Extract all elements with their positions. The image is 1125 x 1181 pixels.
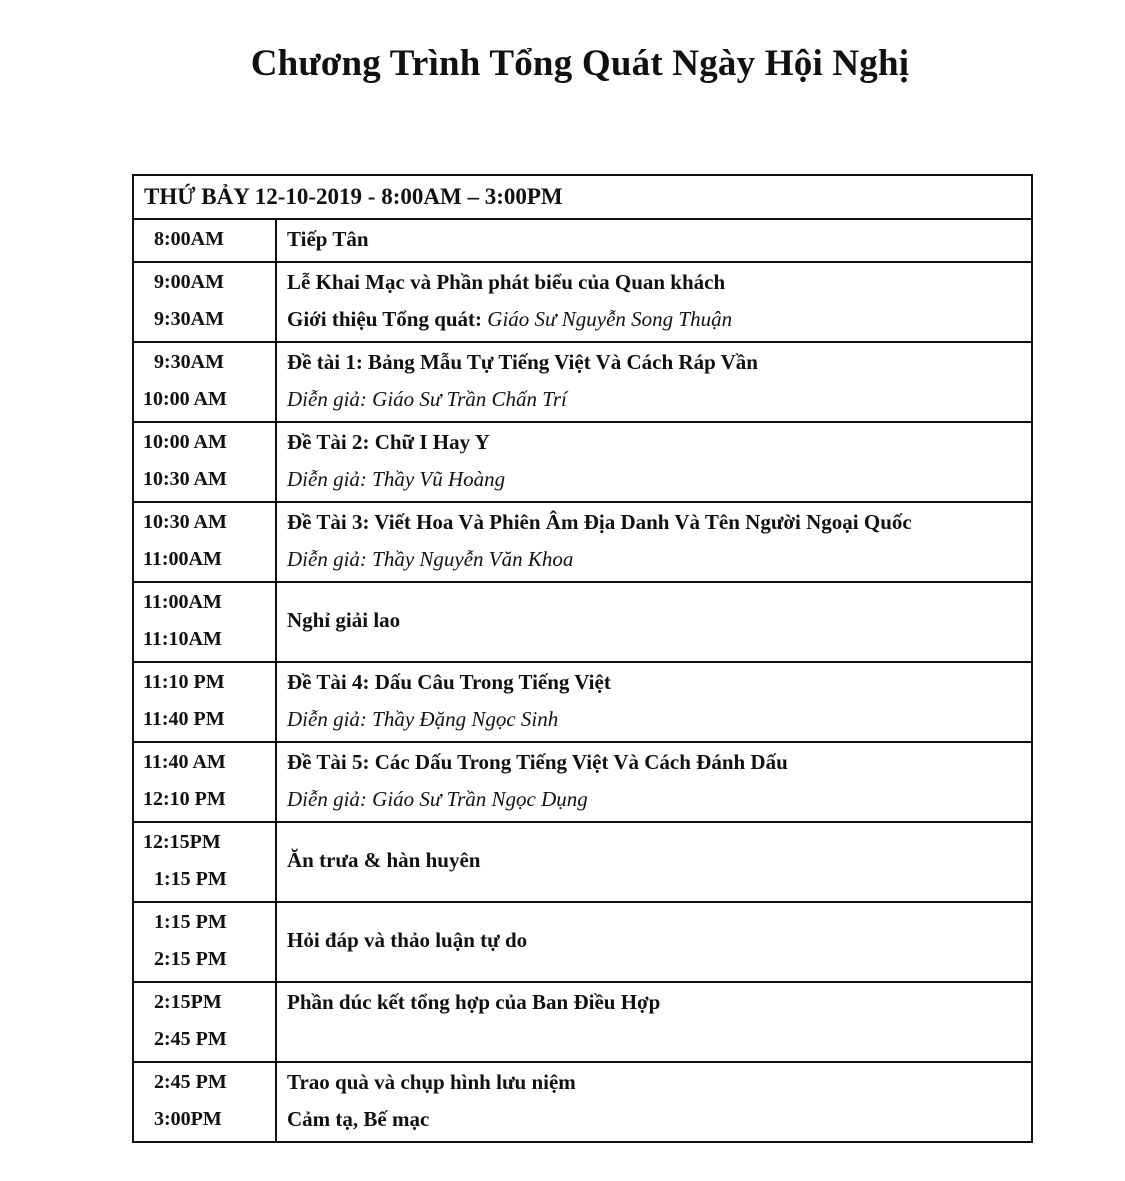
start-time: 11:10 PM <box>143 671 225 693</box>
session-title: Nghỉ giải lao <box>287 608 401 632</box>
speaker-name: Giáo Sư Nguyễn Song Thuận <box>487 307 733 331</box>
time-cell <box>133 219 276 262</box>
session-title: Lễ Khai Mạc và Phần phát biểu của Quan khách <box>287 270 726 294</box>
table-row <box>133 822 1032 902</box>
speaker-name: Diễn giả: Thầy Nguyễn Văn Khoa <box>287 547 574 571</box>
start-time: 11:00AM <box>143 591 222 613</box>
end-time: 2:45 PM <box>154 1028 227 1050</box>
start-time: 9:00AM <box>154 271 224 293</box>
table-row <box>133 1062 1032 1142</box>
session-cell <box>276 582 1032 662</box>
end-time: 10:30 AM <box>143 468 227 490</box>
schedule-date-header: THỨ BẢY 12-10-2019 - 8:00AM – 3:00PM <box>133 175 1032 219</box>
start-time: 2:45 PM <box>154 1071 227 1093</box>
end-time: 3:00PM <box>154 1108 222 1130</box>
session-detail: Cảm tạ, Bế mạc <box>287 1107 430 1131</box>
session-title: Đề Tài 4: Dấu Câu Trong Tiếng Việt <box>287 670 611 694</box>
session-title: Tiếp Tân <box>287 227 369 251</box>
time-cell <box>133 262 276 342</box>
end-time: 11:40 PM <box>143 708 225 730</box>
session-title: Hỏi đáp và thảo luận tự do <box>287 928 528 952</box>
page-title: Chương Trình Tổng Quát Ngày Hội Nghị <box>250 43 910 84</box>
time-cell <box>133 822 276 902</box>
table-header-row <box>133 175 1032 219</box>
session-title: Trao quà và chụp hình lưu niệm <box>287 1070 576 1094</box>
session-title: Đề Tài 3: Viết Hoa Và Phiên Âm Địa Danh Và Tên Người Ngoại Quốc <box>287 510 912 534</box>
speaker-name: Diễn giả: Giáo Sư Trần Ngọc Dụng <box>287 787 588 811</box>
time-cell <box>133 342 276 422</box>
session-title: Đề Tài 2: Chữ I Hay Y <box>287 430 490 454</box>
time-cell <box>133 1062 276 1142</box>
time-cell <box>133 662 276 742</box>
end-time: 11:00AM <box>143 548 222 570</box>
session-cell <box>276 902 1032 982</box>
session-title: Đề Tài 5: Các Dấu Trong Tiếng Việt Và Cách Đánh Dấu <box>287 750 788 774</box>
session-title: Ăn trưa & hàn huyên <box>287 848 481 872</box>
table-row <box>133 422 1032 502</box>
session-cell <box>276 219 1032 262</box>
table-row <box>133 582 1032 662</box>
time-cell <box>133 742 276 822</box>
time-cell <box>133 902 276 982</box>
start-time: 2:15PM <box>154 991 222 1013</box>
speaker-name: Diễn giả: Thầy Đặng Ngọc Sinh <box>287 707 559 731</box>
speaker-name: Diễn giả: Giáo Sư Trần Chấn Trí <box>287 387 567 411</box>
table-row <box>133 662 1032 742</box>
session-cell <box>276 342 1032 422</box>
session-title: Phần dúc kết tổng hợp của Ban Điều Hợp <box>287 990 661 1014</box>
session-cell <box>276 422 1032 502</box>
session-cell <box>276 662 1032 742</box>
schedule-table <box>132 174 1033 1143</box>
start-time: 12:15PM <box>143 831 221 853</box>
end-time: 11:10AM <box>143 628 222 650</box>
session-cell <box>276 1062 1032 1142</box>
session-cell <box>276 262 1032 342</box>
start-time: 10:00 AM <box>143 431 227 453</box>
time-cell <box>133 582 276 662</box>
end-time: 2:15 PM <box>154 948 227 970</box>
end-time: 10:00 AM <box>143 388 227 410</box>
start-time: 8:00AM <box>154 228 224 250</box>
time-cell <box>133 422 276 502</box>
end-time: 9:30AM <box>154 308 224 330</box>
session-title: Đề tài 1: Bảng Mẫu Tự Tiếng Việt Và Cách Ráp Vần <box>287 350 758 374</box>
table-row <box>133 502 1032 582</box>
table-row <box>133 219 1032 262</box>
end-time: 12:10 PM <box>143 788 226 810</box>
speaker-name: Diễn giả: Thầy Vũ Hoàng <box>287 467 506 491</box>
session-detail-label: Giới thiệu Tổng quát: <box>287 307 488 331</box>
session-cell <box>276 742 1032 822</box>
start-time: 10:30 AM <box>143 511 227 533</box>
start-time: 9:30AM <box>154 351 224 373</box>
session-cell <box>276 982 1032 1062</box>
time-cell <box>133 502 276 582</box>
table-row <box>133 342 1032 422</box>
table-row <box>133 742 1032 822</box>
session-detail <box>287 301 1031 338</box>
start-time: 1:15 PM <box>154 911 227 933</box>
table-row <box>133 262 1032 342</box>
session-cell <box>276 502 1032 582</box>
session-cell <box>276 822 1032 902</box>
table-row <box>133 982 1032 1062</box>
start-time: 11:40 AM <box>143 751 226 773</box>
time-cell <box>133 982 276 1062</box>
end-time: 1:15 PM <box>154 868 227 890</box>
table-row <box>133 902 1032 982</box>
